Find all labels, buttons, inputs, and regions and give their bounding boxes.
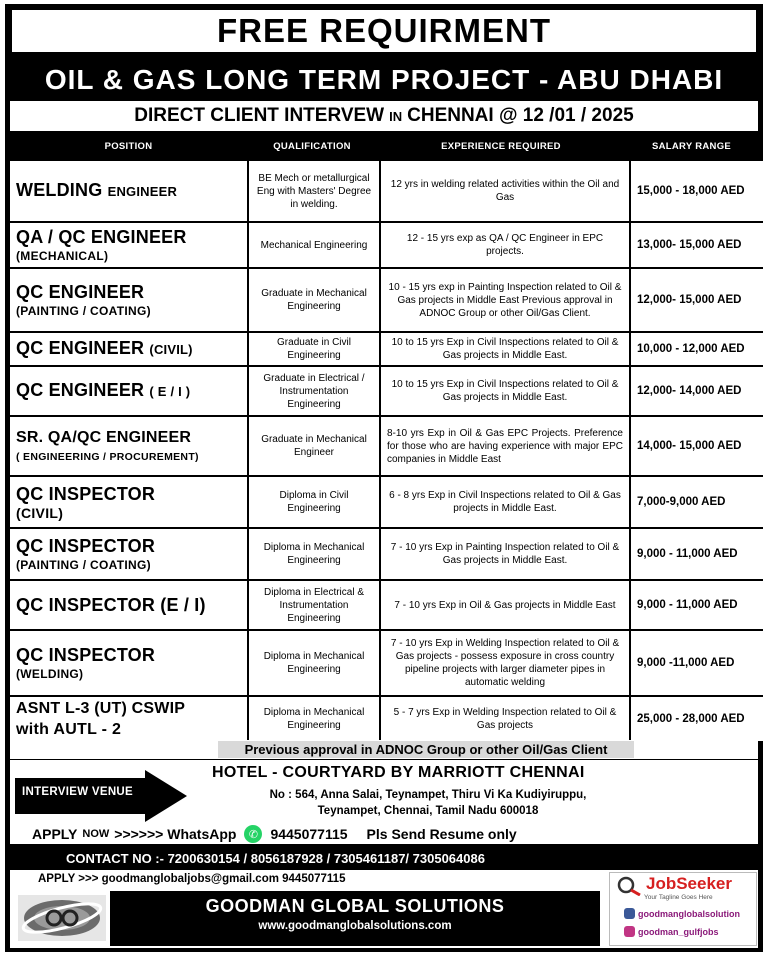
table-row: [10, 161, 758, 223]
approval-note: Previous approval in ADNOC Group or other Oil/Gas Client: [218, 741, 634, 758]
experience-cell: 7 - 10 yrs Exp in Painting Inspection related to Oil & Gas projects in Middle East.: [381, 529, 629, 579]
jobseeker-tagline: Your Tagline Goes Here: [644, 894, 713, 901]
salary-cell: 14,000- 15,000 AED: [631, 417, 764, 475]
position-title: QC ENGINEER: [16, 380, 145, 400]
poster-subtitle: OIL & GAS LONG TERM PROJECT - ABU DHABI: [10, 60, 758, 100]
salary-cell: 10,000 - 12,000 AED: [631, 333, 764, 365]
instagram-line: [624, 926, 719, 937]
interview-text-pre: DIRECT CLIENT INTERVEW: [134, 105, 385, 126]
table-row: [10, 529, 758, 581]
interview-text-in: IN: [389, 108, 403, 124]
position-subtitle: (MECHANICAL): [16, 249, 109, 263]
table-header: [10, 131, 758, 161]
interview-venue-label: INTERVIEW VENUE: [22, 786, 133, 798]
interview-banner: [10, 101, 758, 131]
table-row: [10, 631, 758, 697]
experience-cell: 8-10 yrs Exp in Oil & Gas EPC Projects. Preference for those who are having experience with major EPC companies in Middle East: [381, 417, 629, 475]
apply-now: NOW: [82, 828, 110, 840]
position-subtitle: ( ENGINEERING / PROCUREMENT): [16, 451, 199, 463]
qualification-cell: Graduate in Electrical / Instrumentation Engineering: [249, 367, 379, 415]
jobseeker-brand: JobSeeker: [646, 874, 732, 893]
facebook-handle[interactable]: goodmanglobalsolution: [638, 908, 740, 919]
experience-cell: 10 to 15 yrs Exp in Civil Inspections related to Oil & Gas projects in Middle East.: [381, 367, 629, 415]
position-cell: [10, 631, 247, 695]
position-title: WELDING: [16, 180, 103, 200]
qualification-cell: Graduate in Mechanical Engineering: [249, 269, 379, 331]
table-row: [10, 333, 758, 367]
company-website[interactable]: www.goodmanglobalsolutions.com: [258, 920, 452, 932]
header-position: POSITION: [104, 140, 153, 152]
position-cell: [10, 417, 247, 475]
header-experience: EXPERIENCE REQUIRED: [441, 140, 561, 152]
apply-label: APPLY: [32, 826, 78, 842]
position-subtitle: (PAINTING / COATING): [16, 304, 151, 318]
position-cell: [10, 269, 247, 331]
header-salary: SALARY RANGE: [651, 140, 732, 152]
experience-cell: 10 - 15 yrs exp in Painting Inspection related to Oil & Gas projects in Middle East Previous approval in ADNOC Group or other Oil/Gas Client.: [381, 269, 629, 331]
salary-cell: 12,000- 15,000 AED: [631, 269, 764, 331]
position-cell: [10, 477, 247, 527]
header-qualification: QUALIFICATION: [273, 140, 351, 152]
jobseeker-badge: [609, 872, 757, 946]
qualification-cell: Diploma in Mechanical Engineering: [249, 631, 379, 695]
position-title: QC INSPECTOR: [16, 645, 156, 665]
instagram-icon: [624, 926, 635, 937]
position-cell: [10, 697, 247, 741]
table-row: [10, 697, 758, 743]
experience-cell: 5 - 7 yrs Exp in Welding Inspection related to Oil & Gas projects: [381, 697, 629, 741]
position-subtitle: (WELDING): [16, 667, 84, 681]
position-title: ASNT L-3 (UT) CSWIP: [16, 700, 186, 717]
salary-cell: 9,000 -11,000 AED: [631, 631, 764, 695]
position-title: QA / QC ENGINEER: [16, 227, 187, 247]
position-subtitle: (PAINTING / COATING): [16, 558, 151, 572]
position-cell: [10, 161, 247, 221]
position-cell: [10, 333, 247, 365]
table-row: [10, 269, 758, 333]
position-title-tail: ENGINEER: [107, 184, 178, 199]
company-name: GOODMAN GLOBAL SOLUTIONS: [205, 896, 505, 916]
salary-cell: 12,000- 14,000 AED: [631, 367, 764, 415]
positions-table: [10, 161, 758, 743]
salary-cell: 9,000 - 11,000 AED: [631, 529, 764, 579]
experience-cell: 7 - 10 yrs Exp in Welding Inspection related to Oil & Gas projects - possess exposure in cross country pipeline projects with larger diameter pipes in automatic welding: [381, 631, 629, 695]
interview-text-post: CHENNAI @ 12 /01 / 2025: [407, 105, 634, 126]
position-title: QC ENGINEER: [16, 282, 145, 302]
apply-email[interactable]: APPLY >>> goodmanglobaljobs@gmail.com 9445077115: [38, 873, 346, 885]
table-row: [10, 367, 758, 417]
apply-note: Pls Send Resume only: [366, 826, 517, 842]
position-title-tail: (CIVIL): [149, 342, 193, 357]
salary-cell: 25,000 - 28,000 AED: [631, 697, 764, 741]
contact-numbers: CONTACT NO :- 7200630154 / 8056187928 / 7305461187/ 7305064086: [10, 846, 758, 870]
whatsapp-icon: ✆: [244, 825, 262, 843]
qualification-cell: Graduate in Mechanical Engineer: [249, 417, 379, 475]
position-cell: [10, 581, 247, 629]
qualification-cell: Diploma in Mechanical Engineering: [249, 697, 379, 741]
experience-cell: 12 - 15 yrs exp as QA / QC Engineer in EPC projects.: [381, 223, 629, 267]
table-row: [10, 581, 758, 631]
qualification-cell: Diploma in Electrical & Instrumentation Engineering: [249, 581, 379, 629]
poster-title: FREE REQUIRMENT: [10, 8, 758, 54]
salary-cell: 7,000-9,000 AED: [631, 477, 764, 527]
table-row: [10, 477, 758, 529]
qualification-cell: Diploma in Civil Engineering: [249, 477, 379, 527]
instagram-handle[interactable]: goodman_gulfjobs: [638, 926, 719, 937]
experience-cell: 7 - 10 yrs Exp in Oil & Gas projects in Middle East: [381, 581, 629, 629]
facebook-line: [624, 908, 740, 919]
qualification-cell: Graduate in Civil Engineering: [249, 333, 379, 365]
qualification-cell: BE Mech or metallurgical Eng with Masters' Degree in welding.: [249, 161, 379, 221]
position-title-tail: ( E / I ): [149, 384, 191, 399]
company-block: [110, 891, 600, 946]
position-subtitle: with AUTL - 2: [16, 721, 122, 738]
position-subtitle: (CIVIL): [16, 505, 64, 521]
position-title: QC ENGINEER: [16, 338, 145, 358]
qualification-cell: Mechanical Engineering: [249, 223, 379, 267]
qualification-cell: Diploma in Mechanical Engineering: [249, 529, 379, 579]
table-row: [10, 417, 758, 477]
table-row: [10, 223, 758, 269]
experience-cell: 10 to 15 yrs Exp in Civil Inspections related to Oil & Gas projects in Middle East.: [381, 333, 629, 365]
position-title: SR. QA/QC ENGINEER: [16, 429, 192, 446]
venue-hotel: HOTEL - COURTYARD BY MARRIOTT CHENNAI: [212, 764, 585, 781]
position-title: QC INSPECTOR: [16, 484, 156, 504]
experience-cell: 6 - 8 yrs Exp in Civil Inspections related to Oil & Gas projects in Middle East.: [381, 477, 629, 527]
position-title: QC INSPECTOR: [16, 536, 156, 556]
company-logo-icon: [18, 895, 106, 941]
salary-cell: 13,000- 15,000 AED: [631, 223, 764, 267]
jobseeker-logo-icon: [616, 876, 644, 896]
position-cell: [10, 367, 247, 415]
venue-address-line2: Teynampet, Chennai, Tamil Nadu 600018: [317, 805, 539, 817]
salary-cell: 9,000 - 11,000 AED: [631, 581, 764, 629]
whatsapp-number[interactable]: 9445077115: [270, 826, 348, 842]
salary-cell: 15,000 - 18,000 AED: [631, 161, 764, 221]
apply-bar: [10, 824, 758, 844]
venue-address: [248, 787, 608, 819]
position-cell: [10, 529, 247, 579]
venue-address-line1: No : 564, Anna Salai, Teynampet, Thiru Vi Ka Kudiyiruppu,: [269, 789, 587, 801]
apply-arrows: >>>>>> WhatsApp: [114, 826, 237, 842]
position-cell: [10, 223, 247, 267]
experience-cell: 12 yrs in welding related activities within the Oil and Gas: [381, 161, 629, 221]
position-title: QC INSPECTOR (E / I): [16, 595, 206, 615]
facebook-icon: [624, 908, 635, 919]
